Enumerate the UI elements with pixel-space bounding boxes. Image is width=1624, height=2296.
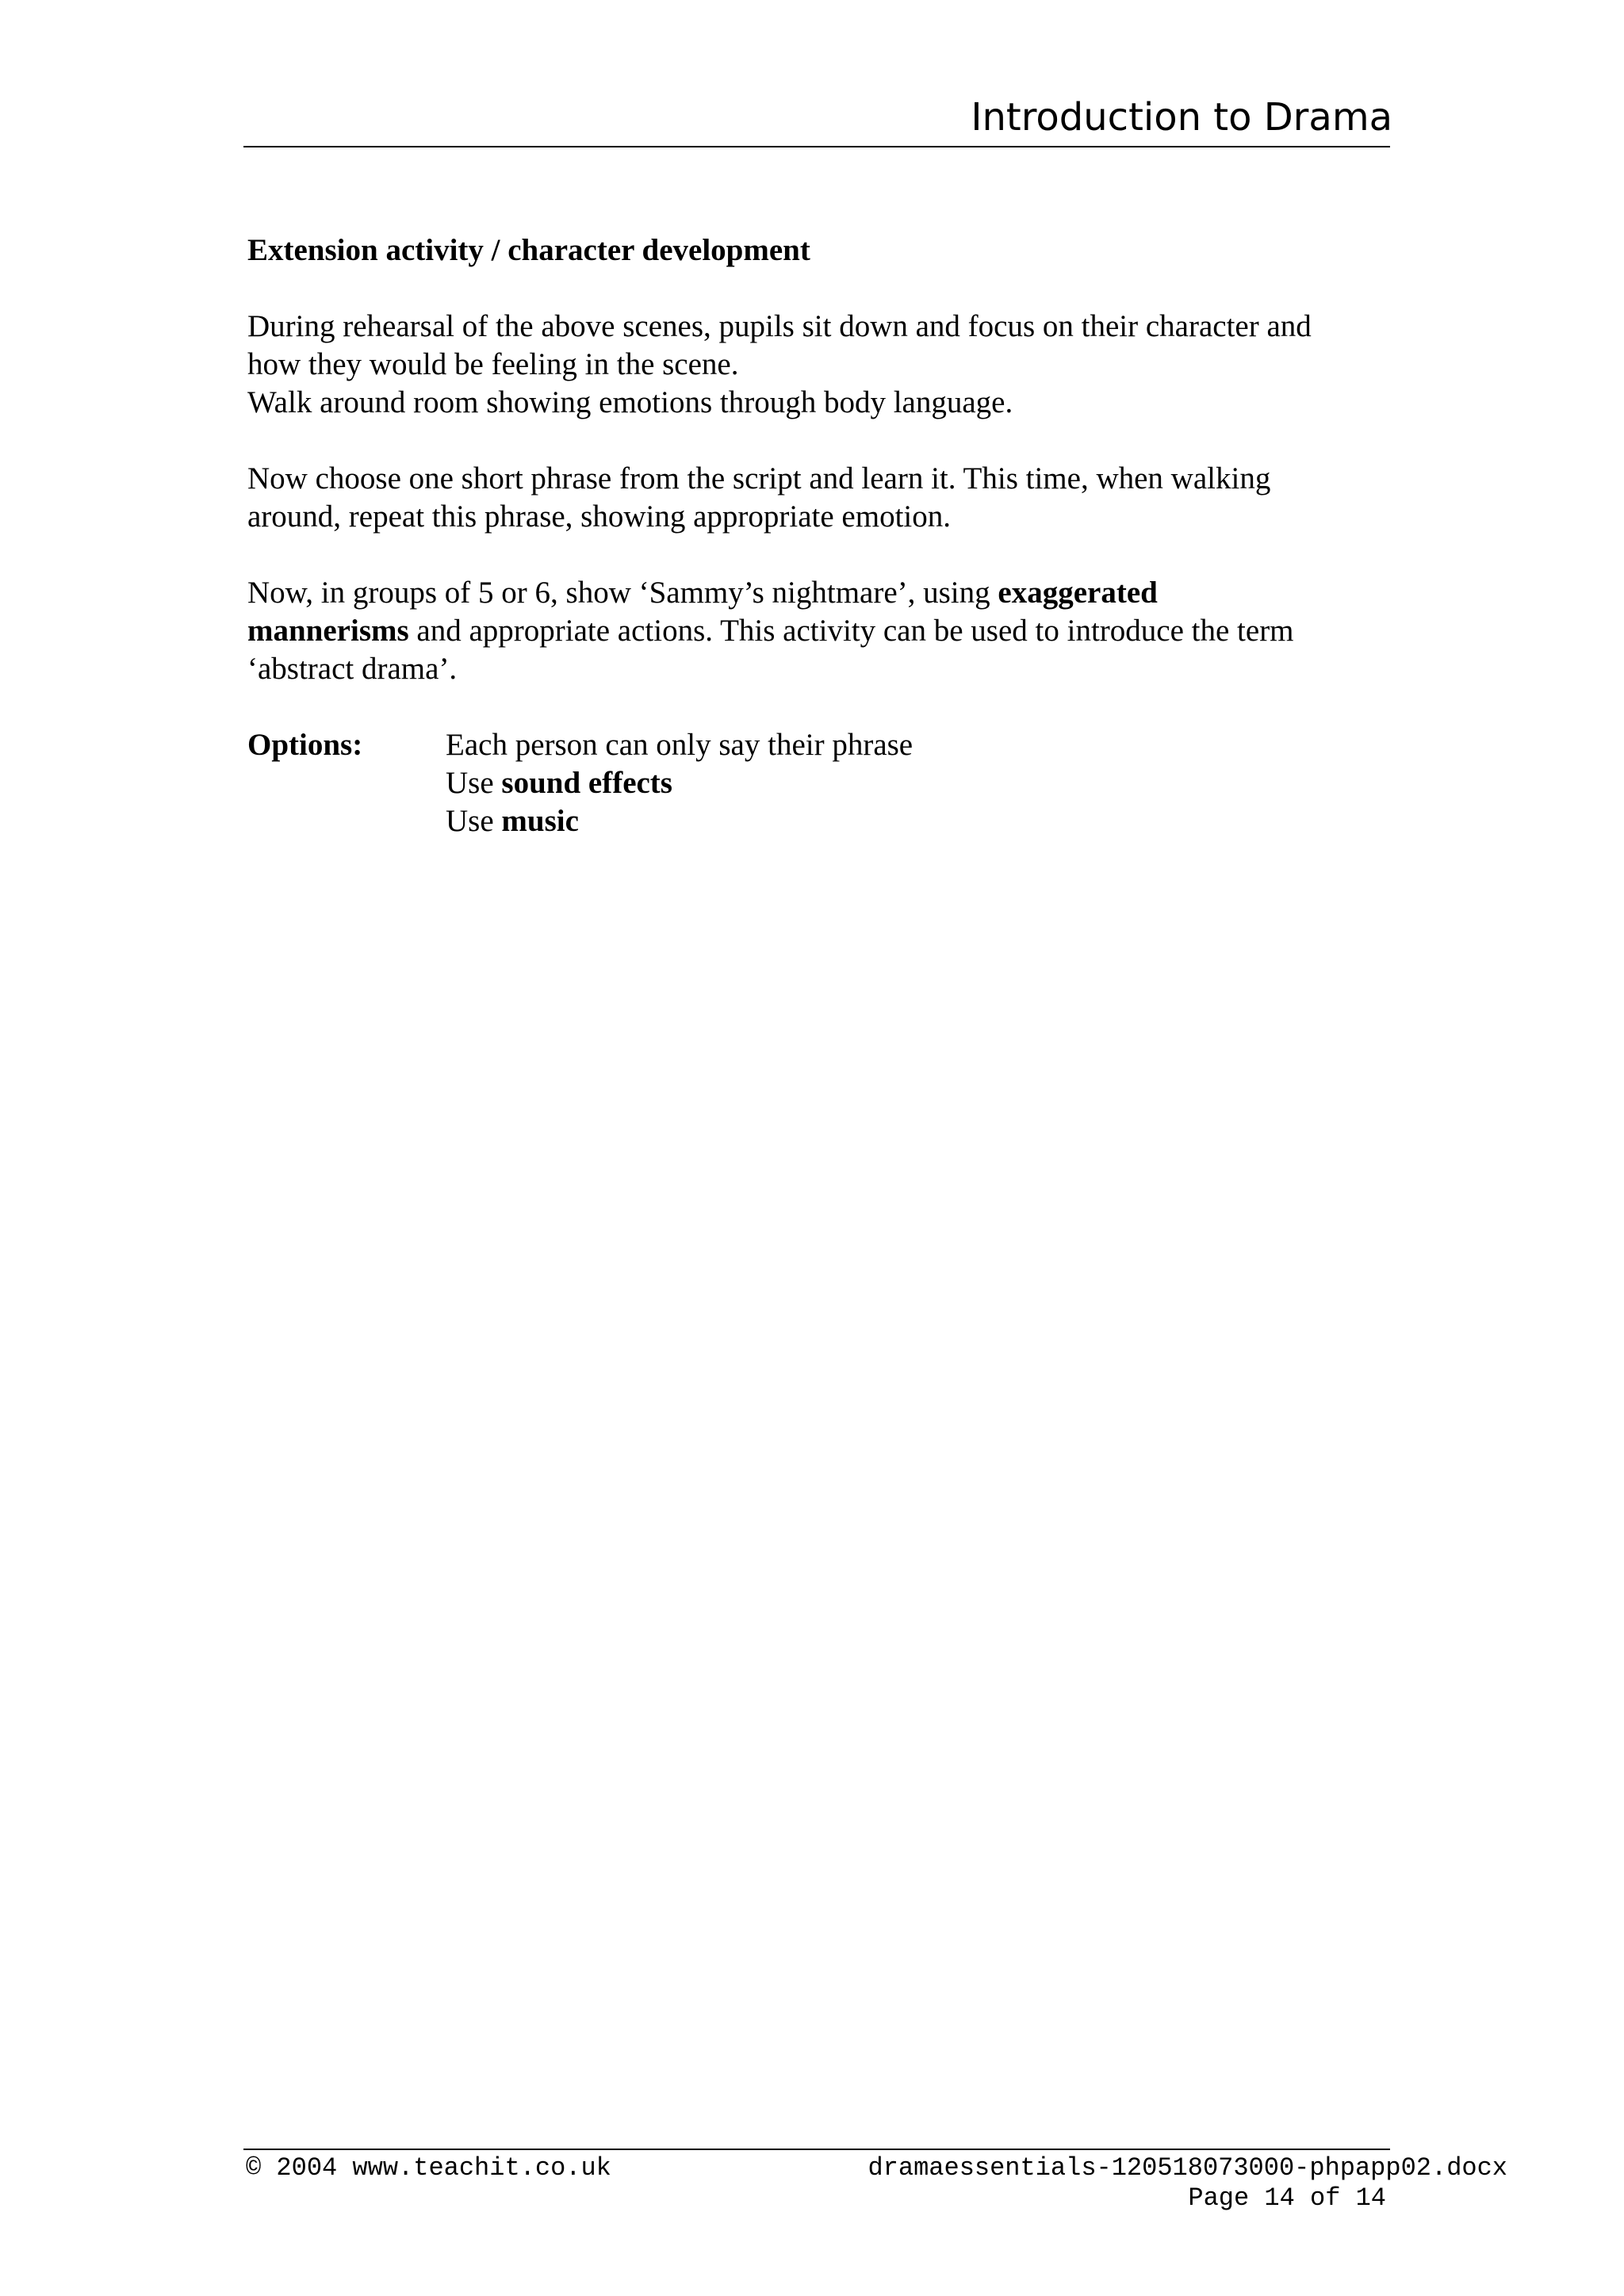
option-item — [446, 764, 913, 802]
document-body — [247, 232, 1389, 840]
option-item — [446, 802, 913, 840]
paragraph-line — [247, 614, 1294, 648]
options-list — [446, 726, 913, 840]
page-header-title: Introduction to Drama — [971, 95, 1392, 140]
spacer — [247, 688, 1389, 726]
paragraph-phrase — [247, 460, 1389, 536]
bold-term: music — [501, 804, 579, 838]
bold-term: mannerisms — [247, 614, 409, 648]
footer-filename: dramaessentials-120518073000-phpapp02.docx — [868, 2153, 1507, 2183]
paragraph-text: Now, in groups of 5 or 6, show ‘Sammy’s nightmare’, using — [247, 576, 998, 610]
paragraph-text: and appropriate actions. This activity can be used to introduce the term — [408, 614, 1294, 648]
bold-term: exaggerated — [998, 576, 1158, 610]
spacer — [247, 270, 1389, 308]
bold-term: sound effects — [501, 766, 672, 800]
option-prefix: Use — [446, 766, 502, 800]
paragraph-groups — [247, 574, 1389, 688]
option-prefix: Use — [446, 804, 502, 838]
header-divider — [243, 146, 1390, 147]
section-heading: Extension activity / character development — [247, 233, 810, 267]
paragraph-line: ‘abstract drama’. — [247, 652, 458, 686]
spacer — [247, 422, 1389, 460]
paragraph-line: Walk around room showing emotions through body language. — [247, 385, 1013, 419]
footer-copyright: © 2004 www.teachit.co.uk — [246, 2153, 611, 2183]
options-block — [247, 726, 1389, 840]
spacer — [247, 536, 1389, 574]
paragraph-line: around, repeat this phrase, showing appropriate emotion. — [247, 499, 952, 534]
footer-divider — [243, 2149, 1390, 2150]
paragraph-line: how they would be feeling in the scene. — [247, 347, 739, 381]
paragraph-line: Now choose one short phrase from the script and learn it. This time, when walking — [247, 461, 1271, 496]
footer-page-number: Page 14 of 14 — [1188, 2183, 1386, 2213]
paragraph-line: During rehearsal of the above scenes, pupils sit down and focus on their character and — [247, 309, 1312, 343]
options-label: Options: — [247, 728, 363, 762]
option-item: Each person can only say their phrase — [446, 728, 914, 762]
paragraph-line — [247, 576, 1158, 610]
paragraph-rehearsal — [247, 308, 1389, 422]
